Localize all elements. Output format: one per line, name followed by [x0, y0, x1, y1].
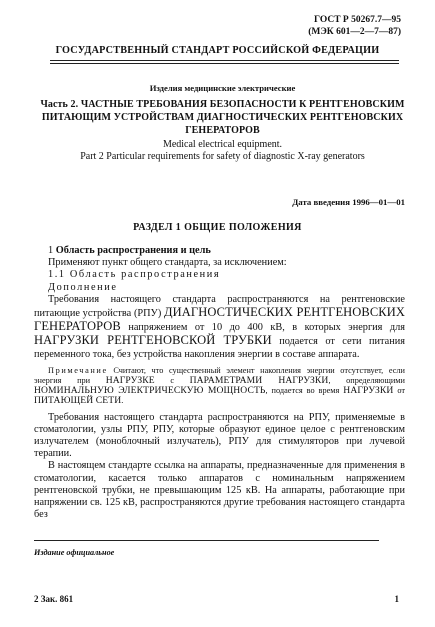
standard-title: ГОСУДАРСТВЕННЫЙ СТАНДАРТ РОССИЙСКОЙ ФЕДЕРАЦИИ: [55, 45, 380, 56]
paragraph-reference: В настоящем стандарте ссылка на аппараты, предназначенные для применения в стоматологии, касается только аппаратов с номинальным напряжением рентгеновской трубки, не превышающим 125 кВ. На аппараты, работающие при напряжении св. 125 кВ, распространяются другие требования настоящего стандарта без: [34, 460, 405, 521]
standard-code-block: [308, 14, 401, 38]
addition-heading: Дополнение: [48, 281, 118, 293]
paragraph-dental: Требования настоящего стандарта распространяются на РПУ, применяемые в стоматологии, узлы РПУ, РПУ, которые образуют единое целое с рентгеновским излучателем (моноблочный излучатель), РПУ для стимуляторов при лучевой терапии.: [34, 411, 405, 460]
title-rule-bottom: [50, 63, 399, 64]
page-number: 1: [394, 594, 399, 604]
english-title-line2: Part 2 Particular requirements for safety of diagnostic X-ray generators: [80, 151, 365, 162]
part-prefix: Часть 2.: [40, 99, 79, 110]
clause-1-1-heading: 1.1 Область распространения: [48, 269, 221, 281]
standard-code: ГОСТ Р 50267.7—95: [314, 15, 401, 25]
english-title: [40, 139, 405, 163]
footer-rule: [34, 540, 379, 541]
english-title-line1: Medical electrical equipment.: [162, 139, 283, 150]
body-text: [34, 245, 405, 521]
clause-1-title: Область распространения и цель: [55, 245, 211, 256]
section-heading: РАЗДЕЛ 1 ОБЩИЕ ПОЛОЖЕНИЯ: [133, 222, 302, 233]
iec-code: (МЭК 601—2—7—87): [308, 27, 401, 37]
effective-date: Дата введения 1996—01—01: [292, 197, 405, 207]
order-number: 2 Зак. 861: [34, 594, 74, 604]
paragraph-scope: Требования настоящего стандарта распространяются на рентгеновские питающие устройства (РПУ) ДИАГНОСТИЧЕСКИХ РЕНТГЕНОВСКИХ ГЕНЕРАТОРОВ напряжением от 10 до 400 кВ, в которых энергия для НАГРУЗКИ РЕНТГЕНОВСКОЙ ТРУБКИ подается от сети питания переменного тока, без устройства накопления энергии в составе аппарата.: [34, 293, 405, 360]
paragraph-apply: Применяют пункт общего стандарта, за исключением:: [48, 257, 287, 269]
official-edition: Издание официальное: [34, 548, 115, 557]
part-title: ЧАСТНЫЕ ТРЕБОВАНИЯ БЕЗОПАСНОСТИ К РЕНТГЕНОВСКИМ ПИТАЮЩИМ УСТРОЙСТВАМ ДИАГНОСТИЧЕСКИХ РЕНТГЕНОВСКИХ ГЕНЕРАТОРОВ: [41, 99, 405, 136]
note-label: Примечание: [48, 365, 108, 375]
clause-1-heading: 1 Область распространения и цель: [48, 245, 211, 256]
document-title: [40, 98, 405, 137]
title-rule-top: [50, 60, 399, 61]
product-line: Изделия медицинские электрические: [149, 83, 296, 93]
note: Примечание Считают, что существенный элемент накопления энергии отсутствует, если энергия при НАГРУЗКЕ с ПАРАМЕТРАМИ НАГРУЗКИ, определяющими НОМИНАЛЬНУЮ ЭЛЕКТРИЧЕСКУЮ МОЩНОСТЬ, подается во время НАГРУЗКИ от ПИТАЮЩЕЙ СЕТИ.: [34, 365, 406, 407]
